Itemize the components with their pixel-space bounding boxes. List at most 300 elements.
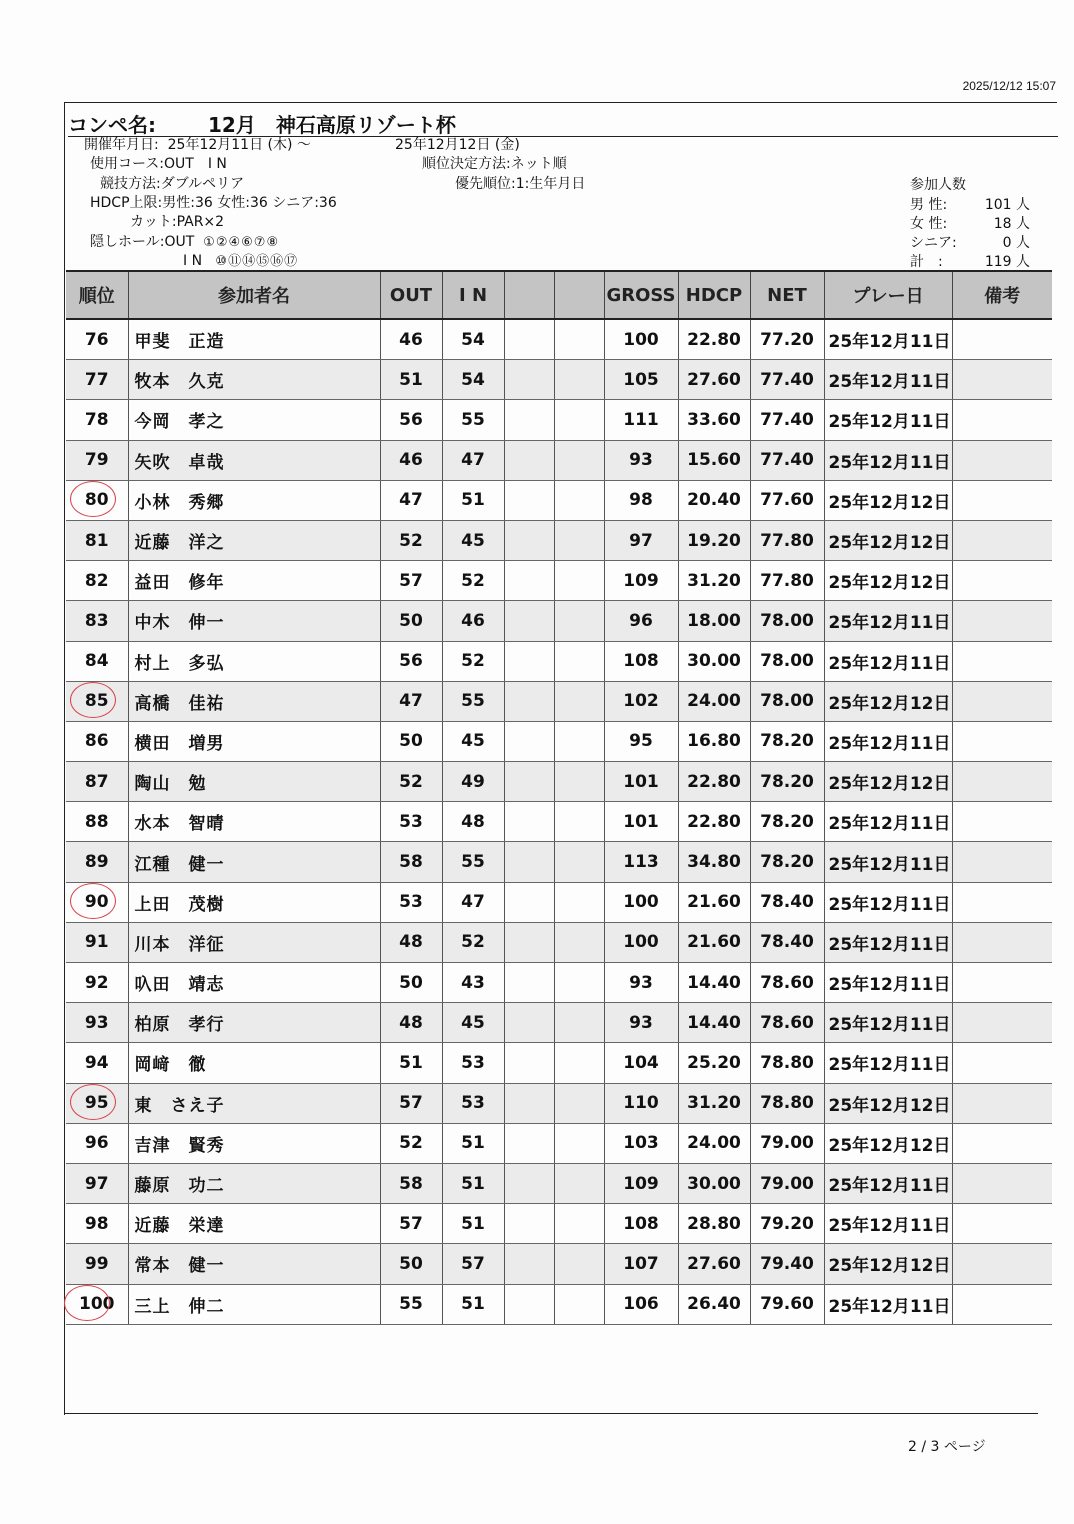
gross-cell: 101 — [604, 802, 678, 842]
rank-number: 96 — [84, 1133, 109, 1154]
blank-cell-2 — [554, 1003, 604, 1043]
in-cell: 54 — [442, 360, 504, 400]
playdate-cell: 25年12月11日 — [824, 1284, 952, 1324]
net-cell: 77.40 — [750, 360, 824, 400]
table-row — [66, 400, 1052, 440]
date-from: 25年12月11日 (木) ～ — [167, 137, 311, 153]
gross-cell: 98 — [604, 480, 678, 520]
net-cell: 77.60 — [750, 480, 824, 520]
course-line — [90, 155, 227, 174]
in-cell: 51 — [442, 1123, 504, 1163]
hdcp-line — [90, 194, 337, 213]
net-cell: 77.40 — [750, 440, 824, 480]
remarks-cell — [952, 1043, 1052, 1083]
playdate-cell: 25年12月11日 — [824, 802, 952, 842]
rank-cell — [66, 762, 128, 802]
gross-cell: 107 — [604, 1244, 678, 1284]
rank-cell — [66, 1003, 128, 1043]
rank-cell — [66, 440, 128, 480]
table-row — [66, 681, 1052, 721]
rank-number: 77 — [84, 369, 109, 390]
table-row — [66, 319, 1052, 360]
hdcp-cell: 19.20 — [678, 520, 750, 560]
priority-line — [455, 175, 585, 194]
col-remarks-header: 備考 — [952, 271, 1052, 319]
name-cell: 吉津 賢秀 — [128, 1123, 380, 1163]
name-cell: 高橋 佳祐 — [128, 681, 380, 721]
in-cell: 55 — [442, 681, 504, 721]
playdate-cell: 25年12月12日 — [824, 762, 952, 802]
table-row — [66, 601, 1052, 641]
remarks-cell — [952, 1003, 1052, 1043]
gross-cell: 104 — [604, 1043, 678, 1083]
priority-label: 優先順位: — [455, 176, 516, 192]
hidden-out-holes: ①②④⑥⑦⑧ — [203, 235, 280, 250]
rank-cell — [66, 882, 128, 922]
blank-cell-1 — [504, 1244, 554, 1284]
name-cell: 上田 茂樹 — [128, 882, 380, 922]
rank-cell — [66, 842, 128, 882]
in-cell: 45 — [442, 1003, 504, 1043]
hdcp-cell: 14.40 — [678, 1003, 750, 1043]
remarks-cell — [952, 882, 1052, 922]
table-row — [66, 1244, 1052, 1284]
out-cell: 47 — [380, 681, 442, 721]
blank-cell-1 — [504, 802, 554, 842]
playdate-cell: 25年12月12日 — [824, 520, 952, 560]
out-cell: 51 — [380, 360, 442, 400]
remarks-cell — [952, 762, 1052, 802]
hdcp-label: HDCP上限: — [90, 195, 163, 211]
cut-label: カット: — [130, 214, 177, 230]
rank-cell — [66, 1204, 128, 1244]
playdate-cell: 25年12月11日 — [824, 360, 952, 400]
hdcp-cell: 31.20 — [678, 561, 750, 601]
blank-cell-2 — [554, 802, 604, 842]
net-cell: 78.00 — [750, 681, 824, 721]
participants-male: 男 性: 101 人 — [910, 197, 1030, 213]
in-cell: 55 — [442, 400, 504, 440]
name-cell: 東 さえ子 — [128, 1083, 380, 1123]
blank-cell-2 — [554, 641, 604, 681]
blank-cell-1 — [504, 922, 554, 962]
table-row — [66, 922, 1052, 962]
gross-cell: 109 — [604, 561, 678, 601]
net-cell: 78.40 — [750, 882, 824, 922]
playdate-cell: 25年12月12日 — [824, 480, 952, 520]
remarks-cell — [952, 601, 1052, 641]
net-cell: 79.00 — [750, 1163, 824, 1203]
remarks-cell — [952, 440, 1052, 480]
out-cell: 50 — [380, 963, 442, 1003]
hdcp-cell: 33.60 — [678, 400, 750, 440]
competition-label: コンペ名: — [68, 113, 156, 137]
in-cell: 55 — [442, 842, 504, 882]
remarks-cell — [952, 1083, 1052, 1123]
remarks-cell — [952, 1163, 1052, 1203]
rank-number: 90 — [85, 892, 109, 912]
out-cell: 58 — [380, 842, 442, 882]
gross-cell: 100 — [604, 319, 678, 360]
blank-cell-2 — [554, 762, 604, 802]
hdcp-cell: 20.40 — [678, 480, 750, 520]
col-in-header: I N — [442, 271, 504, 319]
blank-cell-2 — [554, 440, 604, 480]
blank-cell-2 — [554, 1284, 604, 1324]
hdcp-cell: 14.40 — [678, 963, 750, 1003]
net-cell: 77.80 — [750, 520, 824, 560]
net-cell: 78.40 — [750, 922, 824, 962]
gross-cell: 93 — [604, 440, 678, 480]
cut-value: PAR×2 — [176, 214, 225, 230]
table-row — [66, 1284, 1052, 1324]
name-cell: 横田 増男 — [128, 721, 380, 761]
in-cell: 46 — [442, 601, 504, 641]
playdate-cell: 25年12月11日 — [824, 721, 952, 761]
table-header-row — [66, 271, 1052, 319]
rank-number: 97 — [84, 1173, 109, 1194]
rank-cell — [66, 520, 128, 560]
net-cell: 79.60 — [750, 1284, 824, 1324]
blank-cell-2 — [554, 1043, 604, 1083]
hand-drawn-circle-mark — [70, 682, 116, 718]
blank-cell-2 — [554, 601, 604, 641]
participants-total: 計 : 119 人 — [910, 254, 1030, 270]
in-cell: 53 — [442, 1043, 504, 1083]
name-cell: 今岡 孝之 — [128, 400, 380, 440]
name-cell: 三上 伸二 — [128, 1284, 380, 1324]
gross-cell: 108 — [604, 641, 678, 681]
hidden-holes-in-line — [183, 252, 298, 271]
out-cell: 53 — [380, 802, 442, 842]
remarks-cell — [952, 963, 1052, 1003]
out-cell: 52 — [380, 520, 442, 560]
gross-cell: 113 — [604, 842, 678, 882]
priority-value: 1:生年月日 — [515, 176, 586, 192]
in-cell: 48 — [442, 802, 504, 842]
out-cell: 53 — [380, 882, 442, 922]
remarks-cell — [952, 1244, 1052, 1284]
blank-cell-1 — [504, 842, 554, 882]
rank-number: 94 — [84, 1052, 109, 1073]
out-cell: 57 — [380, 1083, 442, 1123]
out-cell: 56 — [380, 641, 442, 681]
rank-method-value: ネット順 — [510, 156, 567, 172]
blank-cell-2 — [554, 842, 604, 882]
blank-cell-1 — [504, 1003, 554, 1043]
rank-cell — [66, 1163, 128, 1203]
table-row — [66, 1123, 1052, 1163]
blank-cell-1 — [504, 762, 554, 802]
rank-number: 85 — [85, 691, 109, 711]
remarks-cell — [952, 480, 1052, 520]
rank-number: 91 — [84, 932, 109, 953]
rank-number: 87 — [84, 771, 109, 792]
blank-cell-2 — [554, 681, 604, 721]
playdate-cell: 25年12月11日 — [824, 319, 952, 360]
out-cell: 56 — [380, 400, 442, 440]
in-cell: 53 — [442, 1083, 504, 1123]
playdate-cell: 25年12月11日 — [824, 641, 952, 681]
remarks-cell — [952, 641, 1052, 681]
hidden-in-label: I N — [183, 253, 203, 269]
remarks-cell — [952, 802, 1052, 842]
table-row — [66, 561, 1052, 601]
playdate-cell: 25年12月12日 — [824, 1123, 952, 1163]
rank-cell — [66, 561, 128, 601]
rank-cell — [66, 1083, 128, 1123]
hdcp-cell: 21.60 — [678, 882, 750, 922]
out-cell: 50 — [380, 1244, 442, 1284]
table-row — [66, 520, 1052, 560]
net-cell: 78.20 — [750, 842, 824, 882]
table-row — [66, 963, 1052, 1003]
col-rank-header: 順位 — [66, 271, 128, 319]
event-date-to: 25年12月12日 (金) — [395, 137, 520, 153]
net-cell: 79.20 — [750, 1204, 824, 1244]
rank-cell — [66, 641, 128, 681]
rank-number: 89 — [84, 852, 109, 873]
hand-drawn-circle-mark — [70, 1084, 116, 1120]
rank-number: 82 — [84, 570, 109, 591]
rank-number: 83 — [84, 610, 109, 631]
playdate-cell: 25年12月11日 — [824, 440, 952, 480]
hdcp-cell: 34.80 — [678, 842, 750, 882]
hidden-label: 隠しホール: — [90, 234, 165, 250]
blank-cell-2 — [554, 922, 604, 962]
blank-cell-1 — [504, 721, 554, 761]
name-cell: 小林 秀郷 — [128, 480, 380, 520]
remarks-cell — [952, 721, 1052, 761]
blank-cell-2 — [554, 882, 604, 922]
blank-cell-2 — [554, 561, 604, 601]
blank-cell-2 — [554, 1163, 604, 1203]
rank-cell — [66, 802, 128, 842]
table-row — [66, 802, 1052, 842]
rank-number: 84 — [84, 651, 109, 672]
gross-cell: 106 — [604, 1284, 678, 1324]
in-cell: 52 — [442, 922, 504, 962]
out-cell: 46 — [380, 319, 442, 360]
table-row — [66, 1163, 1052, 1203]
competition-name: 12月 神石高原リゾート杯 — [208, 113, 456, 137]
playdate-cell: 25年12月11日 — [824, 922, 952, 962]
playdate-cell: 25年12月11日 — [824, 1204, 952, 1244]
net-cell: 78.00 — [750, 601, 824, 641]
hdcp-cell: 18.00 — [678, 601, 750, 641]
name-cell: 中木 伸一 — [128, 601, 380, 641]
col-gross-header: GROSS — [604, 271, 678, 319]
name-cell: 川本 洋征 — [128, 922, 380, 962]
hdcp-cell: 25.20 — [678, 1043, 750, 1083]
rank-cell — [66, 963, 128, 1003]
name-cell: 藤原 功二 — [128, 1163, 380, 1203]
rank-number: 76 — [84, 329, 109, 350]
playdate-cell: 25年12月12日 — [824, 561, 952, 601]
name-cell: 近藤 洋之 — [128, 520, 380, 560]
competition-title-row — [68, 106, 1058, 137]
net-cell: 78.60 — [750, 963, 824, 1003]
cut-line — [130, 213, 224, 232]
hdcp-cell: 30.00 — [678, 1163, 750, 1203]
hdcp-cell: 15.60 — [678, 440, 750, 480]
method-value: ダブルペリア — [160, 176, 245, 192]
rank-number: 81 — [84, 530, 109, 551]
net-cell: 79.00 — [750, 1123, 824, 1163]
name-cell: 矢吹 卓哉 — [128, 440, 380, 480]
rank-cell — [66, 1043, 128, 1083]
hand-drawn-circle-mark — [64, 1285, 110, 1321]
blank-cell-1 — [504, 681, 554, 721]
remarks-cell — [952, 520, 1052, 560]
blank-cell-1 — [504, 1284, 554, 1324]
table-row — [66, 480, 1052, 520]
net-cell: 77.80 — [750, 561, 824, 601]
blank-cell-2 — [554, 1123, 604, 1163]
net-cell: 78.20 — [750, 802, 824, 842]
hdcp-cell: 16.80 — [678, 721, 750, 761]
hdcp-cell: 22.80 — [678, 762, 750, 802]
table-row — [66, 882, 1052, 922]
gross-cell: 100 — [604, 882, 678, 922]
gross-cell: 101 — [604, 762, 678, 802]
in-cell: 45 — [442, 520, 504, 560]
playdate-cell: 25年12月11日 — [824, 400, 952, 440]
blank-cell-1 — [504, 400, 554, 440]
gross-cell: 103 — [604, 1123, 678, 1163]
playdate-cell: 25年12月11日 — [824, 1003, 952, 1043]
blank-cell-2 — [554, 520, 604, 560]
table-row — [66, 360, 1052, 400]
name-cell: 江種 健一 — [128, 842, 380, 882]
hdcp-cell: 22.80 — [678, 319, 750, 360]
gross-cell: 95 — [604, 721, 678, 761]
blank-cell-2 — [554, 400, 604, 440]
in-cell: 45 — [442, 721, 504, 761]
in-cell: 54 — [442, 319, 504, 360]
blank-cell-1 — [504, 1043, 554, 1083]
in-cell: 51 — [442, 1204, 504, 1244]
out-cell: 47 — [380, 480, 442, 520]
col-blank2-header — [554, 271, 604, 319]
hdcp-cell: 27.60 — [678, 1244, 750, 1284]
name-cell: 陶山 勉 — [128, 762, 380, 802]
blank-cell-2 — [554, 1244, 604, 1284]
playdate-cell: 25年12月11日 — [824, 601, 952, 641]
rank-method-label: 順位決定方法: — [422, 156, 511, 172]
net-cell: 79.40 — [750, 1244, 824, 1284]
playdate-cell: 25年12月12日 — [824, 1244, 952, 1284]
gross-cell: 110 — [604, 1083, 678, 1123]
table-row — [66, 1043, 1052, 1083]
participants-senior: シニア: 0 人 — [910, 235, 1030, 251]
rank-cell — [66, 319, 128, 360]
name-cell: 叺田 靖志 — [128, 963, 380, 1003]
rank-method-line — [422, 155, 567, 174]
gross-cell: 97 — [604, 520, 678, 560]
net-cell: 78.00 — [750, 641, 824, 681]
col-hdcp-header: HDCP — [678, 271, 750, 319]
hdcp-cell: 31.20 — [678, 1083, 750, 1123]
course-label: 使用コース: — [90, 156, 165, 172]
blank-cell-2 — [554, 480, 604, 520]
hdcp-cell: 21.60 — [678, 922, 750, 962]
blank-cell-1 — [504, 1163, 554, 1203]
method-label: 競技方法: — [100, 176, 161, 192]
table-row — [66, 842, 1052, 882]
name-cell: 村上 多弘 — [128, 641, 380, 681]
blank-cell-2 — [554, 721, 604, 761]
name-cell: 柏原 孝行 — [128, 1003, 380, 1043]
blank-cell-1 — [504, 1204, 554, 1244]
hdcp-cell: 24.00 — [678, 681, 750, 721]
rank-number: 88 — [84, 811, 109, 832]
in-cell: 49 — [442, 762, 504, 802]
rank-cell — [66, 360, 128, 400]
remarks-cell — [952, 681, 1052, 721]
hdcp-cell: 24.00 — [678, 1123, 750, 1163]
table-row — [66, 721, 1052, 761]
net-cell: 78.60 — [750, 1003, 824, 1043]
playdate-cell: 25年12月11日 — [824, 1043, 952, 1083]
name-cell: 常本 健一 — [128, 1244, 380, 1284]
rank-number: 92 — [84, 972, 109, 993]
rank-number: 86 — [84, 731, 109, 752]
blank-cell-1 — [504, 963, 554, 1003]
hdcp-cell: 30.00 — [678, 641, 750, 681]
out-cell: 50 — [380, 601, 442, 641]
rank-cell — [66, 480, 128, 520]
name-cell: 水本 智晴 — [128, 802, 380, 842]
remarks-cell — [952, 842, 1052, 882]
hand-drawn-circle-mark — [70, 481, 116, 517]
gross-cell: 108 — [604, 1204, 678, 1244]
hdcp-cell: 27.60 — [678, 360, 750, 400]
remarks-cell — [952, 360, 1052, 400]
in-cell: 47 — [442, 882, 504, 922]
table-row — [66, 762, 1052, 802]
in-cell: 57 — [442, 1244, 504, 1284]
blank-cell-2 — [554, 1204, 604, 1244]
rank-cell — [66, 1123, 128, 1163]
blank-cell-1 — [504, 601, 554, 641]
net-cell: 78.80 — [750, 1043, 824, 1083]
rank-number: 80 — [85, 490, 109, 510]
course-value: OUT I N — [164, 156, 227, 172]
rank-cell — [66, 400, 128, 440]
gross-cell: 96 — [604, 601, 678, 641]
out-cell: 52 — [380, 1123, 442, 1163]
blank-cell-1 — [504, 440, 554, 480]
blank-cell-1 — [504, 882, 554, 922]
rank-number: 99 — [84, 1253, 109, 1274]
name-cell: 益田 修年 — [128, 561, 380, 601]
playdate-cell: 25年12月11日 — [824, 842, 952, 882]
hdcp-cell: 26.40 — [678, 1284, 750, 1324]
name-cell: 牧本 久克 — [128, 360, 380, 400]
rank-number: 78 — [84, 409, 109, 430]
gross-cell: 109 — [604, 1163, 678, 1203]
rank-number: 93 — [84, 1012, 109, 1033]
playdate-cell: 25年12月11日 — [824, 1163, 952, 1203]
table-row — [66, 641, 1052, 681]
hdcp-cell: 22.80 — [678, 802, 750, 842]
in-cell: 51 — [442, 1163, 504, 1203]
name-cell: 岡﨑 徹 — [128, 1043, 380, 1083]
blank-cell-2 — [554, 963, 604, 1003]
playdate-cell: 25年12月11日 — [824, 882, 952, 922]
playdate-cell: 25年12月12日 — [824, 681, 952, 721]
